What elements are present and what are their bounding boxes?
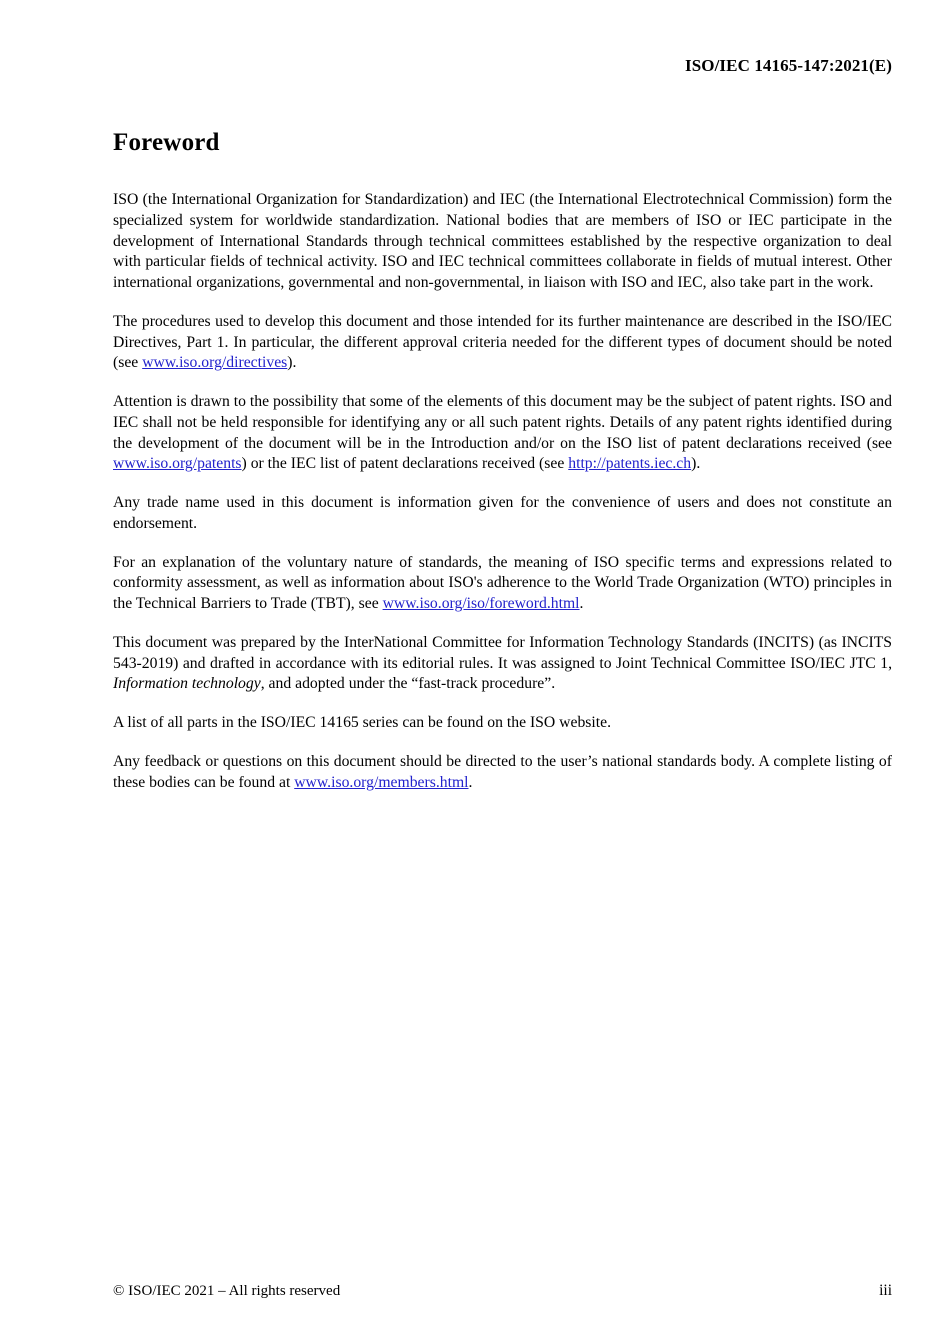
hyperlink[interactable]: www.iso.org/iso/foreword.html — [382, 595, 580, 612]
text-segment: A list of all parts in the ISO/IEC 14165 series can be found on the ISO website. — [113, 714, 611, 731]
hyperlink[interactable]: http://patents.iec.ch — [568, 455, 692, 473]
hyperlink[interactable]: www.iso.org/patents — [113, 455, 242, 473]
text-segment: . — [579, 595, 584, 612]
paragraph — [113, 392, 892, 475]
hyperlink[interactable]: www.iso.org/members.html — [294, 773, 469, 791]
text-segment: The procedures used to develop this document and those intended for its further maintenance are described in the ISO/IEC Directives, Part 1. In particular, the different approval criteria needed for the different types of document should be noted (see — [113, 312, 892, 372]
paragraph — [113, 493, 892, 535]
paragraph — [113, 752, 892, 794]
hyperlink[interactable]: www.iso.org/directives — [142, 354, 288, 372]
italic-text: Information technology — [113, 675, 261, 693]
page-footer — [113, 1281, 892, 1301]
page-title: Foreword — [113, 129, 220, 156]
text-segment: ISO (the International Organization for Standardization) and IEC (the International Electrotechnical Commission) form the specialized system for worldwide standardization. National bodies that are members of ISO or IEC participate in the development of International Standards through technical committees established by the respective organization to deal with particular fields of technical activity. ISO and IEC technical committees collaborate in fields of mutual interest. Other international organizations, governmental and non-governmental, in liaison with ISO and IEC, also take part in the work. — [113, 191, 892, 291]
text-segment: , and adopted under the “fast-track procedure”. — [260, 675, 556, 693]
paragraph — [113, 312, 892, 374]
document-number-header: ISO/IEC 14165-147:2021(E) — [685, 56, 892, 75]
text-segment: This document was prepared by the InterNational Committee for Information Technology Standards (INCITS) (as INCITS 543-2019) and drafted in accordance with its editorial rules. It was assigned to Joint Technical Committee ISO/IEC JTC 1, — [113, 633, 892, 672]
foreword-paragraphs — [113, 190, 892, 811]
text-segment: ). — [287, 354, 297, 372]
text-segment: Any feedback or questions on this document should be directed to the user’s national standards body. A complete listing of these bodies can be found at — [113, 752, 892, 791]
page-number: iii — [879, 1282, 892, 1299]
text-segment: . — [468, 773, 473, 791]
paragraph — [113, 553, 892, 615]
text-segment: Attention is drawn to the possibility that some of the elements of this document may be the subject of patent rights. ISO and IEC shall not be held responsible for identifying any or all such patent rights. Details of any patent rights identified during the development of the document will be in the Introduction and/or on the ISO list of patent declarations received (see — [113, 393, 892, 452]
text-segment: Any trade name used in this document is information given for the convenience of users and does not constitute an endorsement. — [113, 494, 892, 532]
text-segment: ). — [691, 455, 701, 473]
text-segment: ) or the IEC list of patent declarations received (see — [241, 455, 569, 473]
copyright-notice: © ISO/IEC 2021 – All rights reserved — [113, 1283, 341, 1299]
text-segment: For an explanation of the voluntary nature of standards, the meaning of ISO specific terms and expressions related to conformity assessment, as well as information about ISO's adherence to the World Trade Organization (WTO) principles in the Technical Barriers to Trade (TBT), see — [113, 553, 892, 612]
paragraph — [113, 633, 892, 695]
paragraph — [113, 713, 892, 734]
paragraph — [113, 190, 892, 294]
